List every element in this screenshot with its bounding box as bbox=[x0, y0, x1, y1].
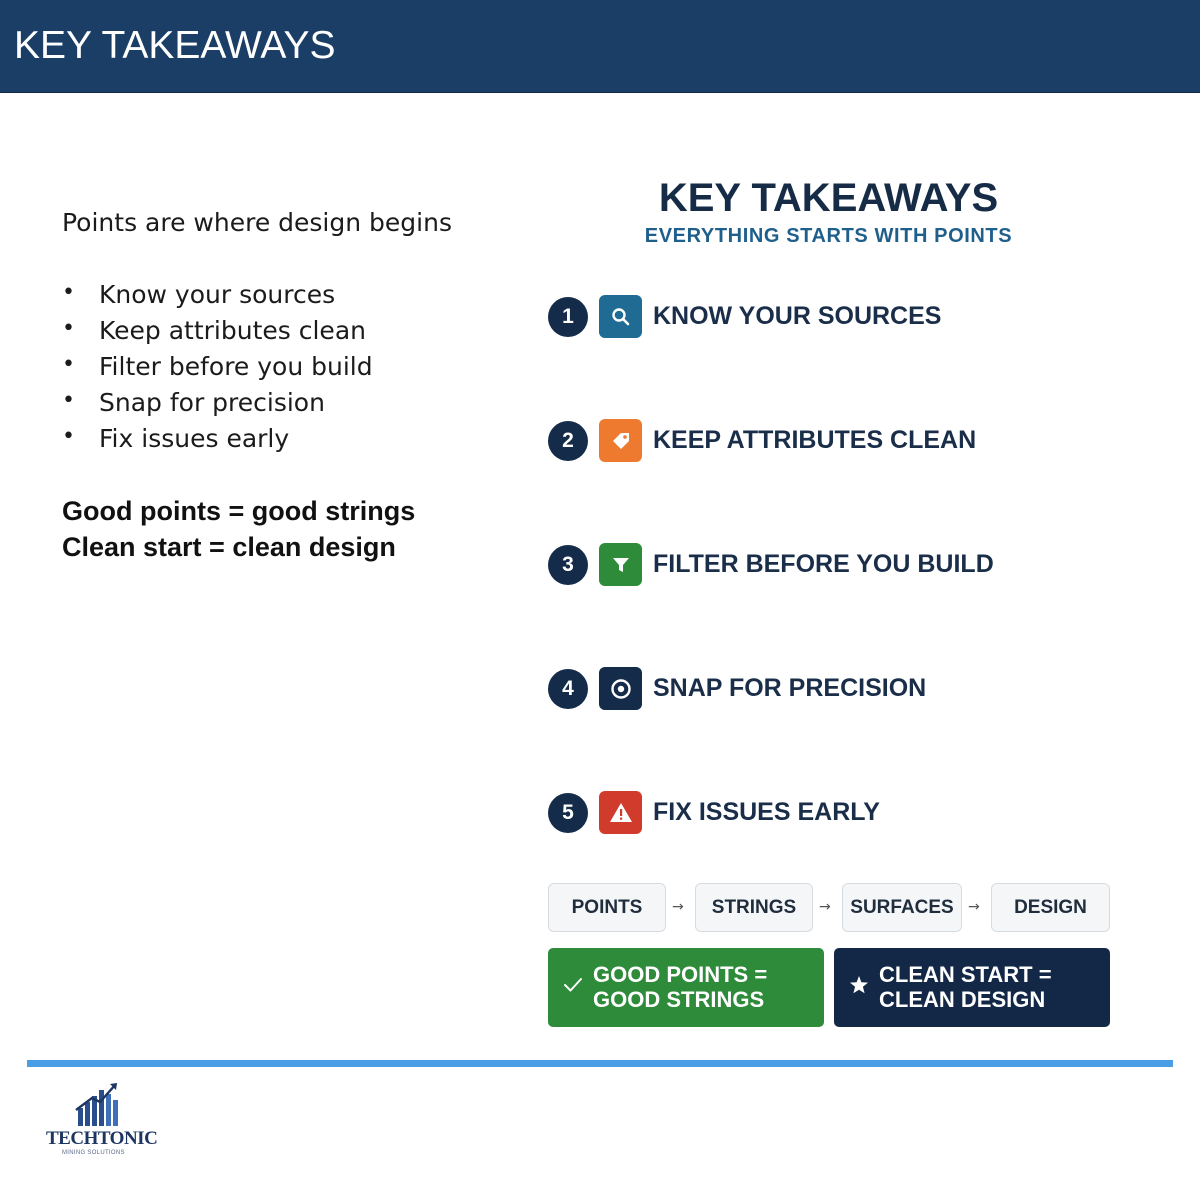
bullet-list bbox=[62, 280, 373, 460]
warning-icon bbox=[599, 791, 642, 834]
flow-step-surfaces: SURFACES bbox=[842, 883, 962, 932]
callout-line: CLEAN START = bbox=[879, 962, 1052, 987]
step-label: FILTER BEFORE YOU BUILD bbox=[653, 550, 994, 578]
step-number-badge: 4 bbox=[548, 669, 588, 709]
flow-step-strings: STRINGS bbox=[695, 883, 813, 932]
step-number-badge: 2 bbox=[548, 421, 588, 461]
step-number-badge: 1 bbox=[548, 297, 588, 337]
bullet-text: Snap for precision bbox=[99, 388, 325, 417]
bullet-text: Keep attributes clean bbox=[99, 316, 366, 345]
callout-text bbox=[593, 962, 767, 1012]
callout-text bbox=[879, 962, 1052, 1012]
step-label: KEEP ATTRIBUTES CLEAN bbox=[653, 426, 977, 454]
step-label: SNAP FOR PRECISION bbox=[653, 674, 927, 702]
bullet-glyph: • bbox=[62, 280, 75, 305]
bullet-glyph: • bbox=[62, 316, 75, 341]
filter-icon bbox=[599, 543, 642, 586]
bar-chart-logo-icon bbox=[44, 1080, 154, 1130]
arrow-right-icon: → bbox=[968, 899, 980, 915]
logo-wordmark: TECHTONIC bbox=[46, 1128, 158, 1149]
bullet-text: Filter before you build bbox=[99, 352, 373, 381]
bullet-glyph: • bbox=[62, 352, 75, 377]
search-icon bbox=[599, 295, 642, 338]
header-bar bbox=[0, 0, 1200, 93]
callout-clean-start bbox=[834, 948, 1110, 1027]
callout-good-points bbox=[548, 948, 824, 1027]
bullet-item bbox=[62, 424, 373, 460]
step-label: KNOW YOUR SOURCES bbox=[653, 302, 942, 330]
tag-icon bbox=[599, 419, 642, 462]
company-logo bbox=[44, 1080, 158, 1160]
bullet-glyph: • bbox=[62, 424, 75, 449]
checkmark-icon bbox=[562, 974, 584, 996]
bullet-item bbox=[62, 316, 373, 352]
bullet-text: Know your sources bbox=[99, 280, 336, 309]
footer-divider bbox=[27, 1060, 1173, 1067]
arrow-right-icon: → bbox=[819, 899, 831, 915]
logo-tagline: MINING SOLUTIONS bbox=[62, 1150, 125, 1156]
infographic-title: KEY TAKEAWAYS bbox=[658, 176, 999, 220]
step-1 bbox=[548, 295, 1108, 339]
step-5 bbox=[548, 791, 1108, 835]
star-icon bbox=[848, 974, 870, 996]
flow-chain bbox=[548, 883, 1110, 932]
bullet-text: Fix issues early bbox=[99, 424, 290, 453]
step-2 bbox=[548, 419, 1108, 463]
step-label: FIX ISSUES EARLY bbox=[653, 798, 880, 826]
flow-step-points: POINTS bbox=[548, 883, 666, 932]
callout-line: CLEAN DESIGN bbox=[879, 987, 1046, 1012]
summary-block bbox=[62, 496, 415, 568]
target-icon bbox=[599, 667, 642, 710]
summary-line-strings: Good points = good strings bbox=[62, 496, 416, 526]
step-number-badge: 5 bbox=[548, 793, 588, 833]
callout-line: GOOD POINTS = bbox=[593, 962, 768, 987]
bullet-item bbox=[62, 352, 373, 388]
step-3 bbox=[548, 543, 1108, 587]
flow-step-design: DESIGN bbox=[991, 883, 1110, 932]
step-number-badge: 3 bbox=[548, 545, 588, 585]
summary-line-design: Clean start = clean design bbox=[62, 532, 396, 562]
callout-line: GOOD STRINGS bbox=[593, 987, 765, 1012]
bullet-glyph: • bbox=[62, 388, 75, 413]
step-4 bbox=[548, 667, 1108, 711]
page-title: KEY TAKEAWAYS bbox=[14, 24, 336, 67]
bullet-item bbox=[62, 388, 373, 424]
bullet-item bbox=[62, 280, 373, 316]
intro-text: Points are where design begins bbox=[62, 208, 452, 237]
infographic-subtitle: EVERYTHING STARTS WITH POINTS bbox=[644, 225, 1013, 247]
arrow-right-icon: → bbox=[672, 899, 684, 915]
